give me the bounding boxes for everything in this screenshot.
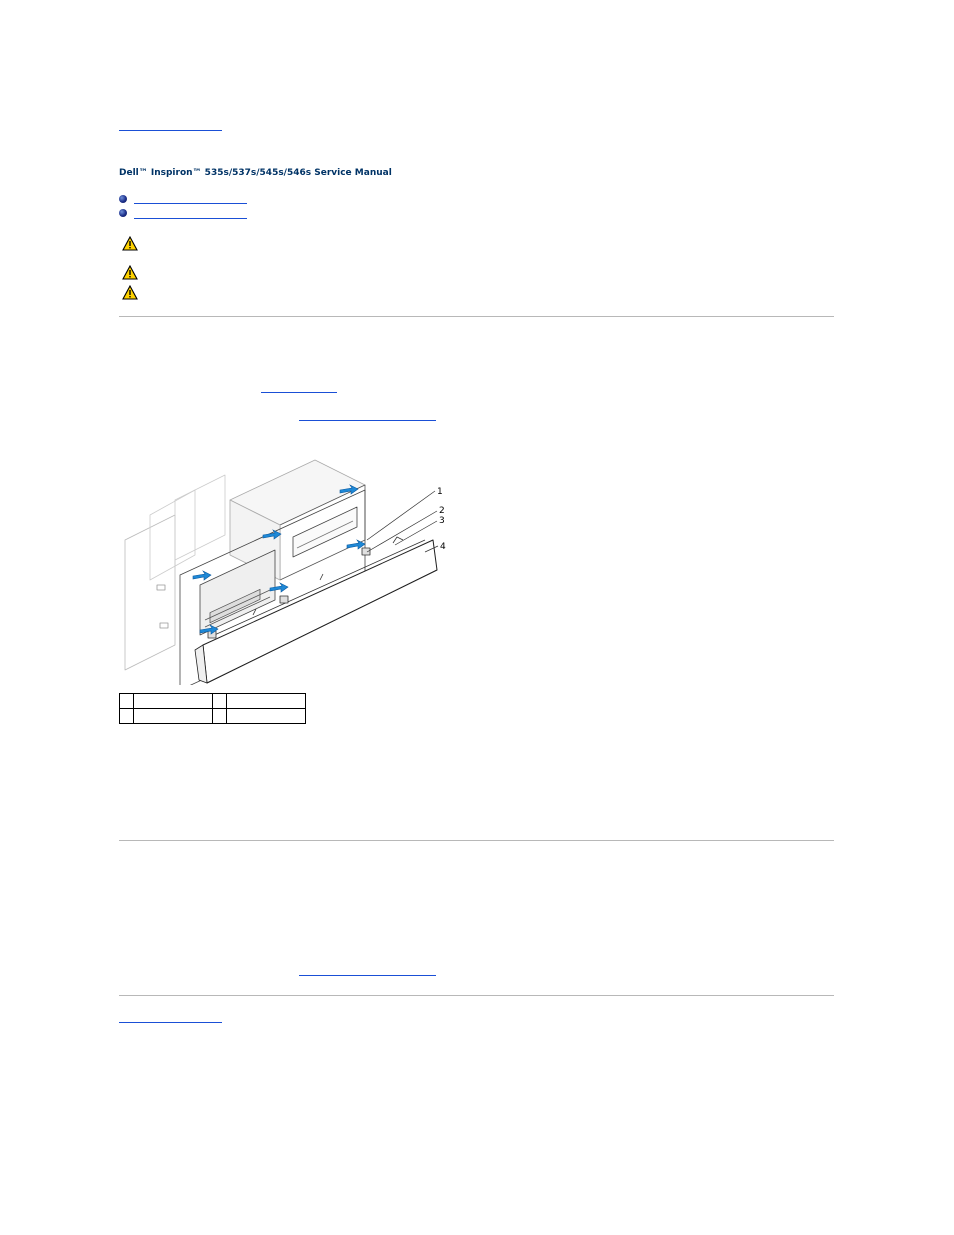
caution-triangle-icon: [122, 236, 138, 251]
procedure-link-3[interactable]: [299, 975, 436, 976]
procedure-link-1[interactable]: [261, 392, 337, 393]
table-row: [120, 694, 306, 709]
front-bezel-illustration: [115, 455, 455, 685]
legend-text: [227, 694, 306, 709]
legend-text: [227, 709, 306, 724]
section-divider: [119, 995, 834, 996]
callout-legend-table: [119, 693, 306, 724]
section-divider: [119, 840, 834, 841]
callout-1: 1: [437, 487, 443, 497]
legend-text: [134, 709, 213, 724]
legend-num: [120, 709, 134, 724]
back-to-contents-link-bottom[interactable]: [119, 1022, 222, 1023]
procedure-link-2[interactable]: [299, 420, 436, 421]
nav-link-replacing[interactable]: [134, 218, 247, 219]
legend-num: [213, 694, 227, 709]
callout-3: 3: [439, 516, 445, 526]
blue-sphere-bullet-icon: [119, 209, 127, 217]
legend-num: [120, 694, 134, 709]
section-divider: [119, 316, 834, 317]
legend-num: [213, 709, 227, 724]
callout-2: 2: [439, 506, 445, 516]
manual-title: Dell™ Inspiron™ 535s/537s/545s/546s Service Manual: [119, 168, 392, 178]
callout-4: 4: [440, 542, 446, 552]
back-to-contents-link-top[interactable]: [119, 130, 222, 131]
legend-text: [134, 694, 213, 709]
caution-triangle-icon: [122, 265, 138, 280]
blue-sphere-bullet-icon: [119, 195, 127, 203]
table-row: [120, 709, 306, 724]
nav-link-removing[interactable]: [134, 203, 247, 204]
caution-triangle-icon: [122, 285, 138, 300]
